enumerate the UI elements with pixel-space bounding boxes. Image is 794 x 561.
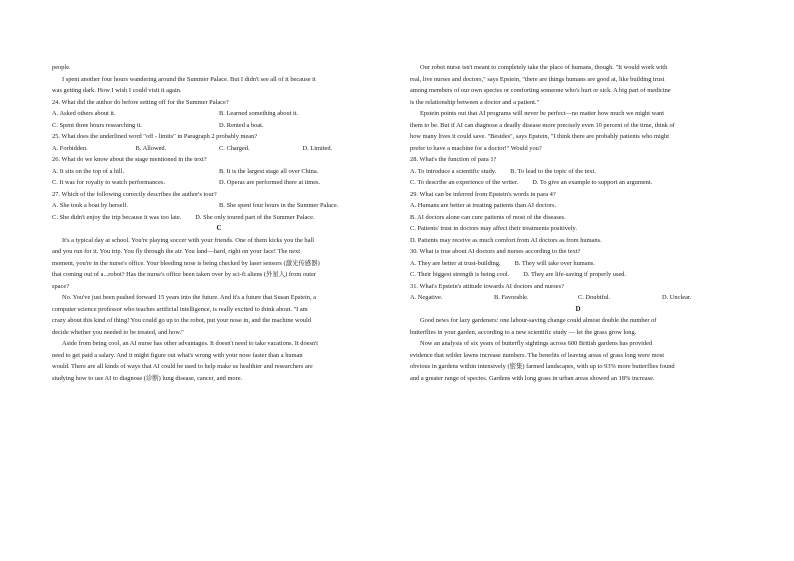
- text-line: is the relationship between a doctor and a patient.": [410, 98, 540, 106]
- answer-option: D. Rented a boat.: [219, 121, 264, 129]
- answer-options: [52, 166, 386, 178]
- answer-option: C. Doubtful.: [578, 294, 611, 301]
- answer-option: C. She didn't enjoy the trip because it was too late.: [52, 213, 182, 221]
- text-line: B. AI doctors alone can cure patients of most of the diseases.: [410, 213, 566, 221]
- text-line: was getting dark. How I wish I could visit it again.: [52, 87, 182, 94]
- text-line: moment, you're in the nurse's office. Your bleeding nose is being checked by laser sensors (激光传感器): [52, 259, 320, 267]
- text-line: No. You've just been pushed forward 15 years into the future. And it's a future that Susan Epstein, a: [62, 294, 316, 301]
- text-line: C. Patients' trust in doctors may affect their treatments positively.: [410, 225, 577, 232]
- text-line: 31. What's Epstein's attitude towards AI doctors and nurses?: [410, 282, 564, 290]
- answer-option: D. She only toured part of the Summer Palace.: [195, 213, 315, 221]
- answer-options: [410, 269, 746, 281]
- answer-option: C. Their biggest strength is being cool.: [410, 271, 510, 278]
- text-line: need to get paid a salary. And it might figure out what's wrong with your nose faster than a human: [52, 351, 303, 359]
- text-line: 26. What do we know about the stage mentioned in the text?: [52, 156, 207, 163]
- answer-options: [410, 258, 746, 270]
- answer-option: A. They are better at trust-building.: [410, 259, 501, 267]
- answer-option: A. To introduce a scientific study.: [410, 167, 497, 175]
- text-line: would. There are all kinds of ways that AI could be used to help make us healthier and researchers are: [52, 363, 313, 370]
- text-line: 27. Which of the following correctly describes the author's tour?: [52, 190, 217, 198]
- right-column: [410, 62, 746, 384]
- text-line: real, live nurses and doctors," says Epstein, "there are things humans are good at, like building trust: [410, 75, 665, 83]
- answer-option: B. To lead to the topic of the text.: [510, 167, 596, 175]
- answer-options: [410, 177, 746, 189]
- answer-option: C. Charged.: [219, 144, 250, 152]
- text-line: that coming out of a...robot? Has the nurse's office been taken over by sci-fi aliens (外星人) from outer: [52, 271, 317, 278]
- answer-option: D. Operas are performed there at times.: [219, 179, 321, 186]
- answer-option: A. She took a boat by herself.: [52, 202, 128, 209]
- answer-options: [410, 166, 746, 178]
- text-line: people.: [52, 64, 71, 71]
- answer-options: [52, 143, 386, 155]
- text-line: It's a typical day at school. You're playing soccer with your friends. One of them kicks you the ball: [62, 236, 315, 244]
- text-line: Epstein points out that AI programs will never be perfect—no matter how much we might want: [420, 110, 665, 117]
- answer-option: A. Negative.: [410, 294, 443, 301]
- answer-option: C. It was for royalty to watch performances.: [52, 179, 166, 186]
- text-line: Now an analysis of six years of butterfly sightings across 600 British gardens has provided: [420, 340, 653, 347]
- text-line: 30. What is true about AI doctors and nurses according to the text?: [410, 248, 581, 255]
- text-line: A. Humans are better at treating patients than AI doctors.: [410, 202, 557, 209]
- answer-option: D. To give an example to support an argument.: [532, 179, 653, 186]
- answer-option: B. It is the largest stage all over China.: [219, 167, 319, 175]
- text-line: 24. What did the author do before setting off for the Summer Palace?: [52, 98, 229, 106]
- answer-option: B. Allowed.: [135, 144, 167, 152]
- text-line: Good news for lazy gardeners: one labour-saving change could almost double the number of: [420, 317, 657, 324]
- text-line: 28. What's the function of para 1?: [410, 156, 497, 163]
- answer-option: A. Asked others about it.: [52, 110, 116, 117]
- text-line: Aside from being cool, an AI nurse has other advantages. It doesn't need to take vacations. It doesn't: [62, 340, 319, 347]
- text-line: and you run for it. You trip. You fly through the air. You land—hard, right on your face! The next: [52, 248, 301, 255]
- text-line: 29. What can be inferred from Epstein's words in para 4?: [410, 190, 556, 198]
- answer-option: B. She spent four hours in the Summer Palace.: [219, 202, 339, 209]
- text-line: evidence that wilder lawns increase numbers. The benefits of leaving areas of grass long were most: [410, 351, 664, 359]
- answer-option: C. To describe an experience of the writer.: [410, 179, 519, 186]
- answer-option: D. Limited.: [302, 144, 333, 152]
- answer-options: [52, 120, 386, 132]
- text-line: 25. What does the underlined word "off - limits" in Paragraph 2 probably mean?: [52, 133, 258, 140]
- answer-options: [52, 212, 386, 224]
- text-line: computer science professor who teaches artificial intelligence, is really excited to think about. "I am: [52, 305, 308, 313]
- answer-options: [52, 200, 386, 212]
- section-heading: D: [575, 304, 581, 313]
- left-column: [52, 62, 386, 384]
- answer-option: C. Spent three hours researching it.: [52, 121, 142, 129]
- text-line: butterflies in your garden, according to a new scientific study — let the grass grow long.: [410, 328, 637, 336]
- answer-option: B. They will take over humans.: [514, 259, 595, 267]
- text-line: Our robot nurse isn't meant to completely take the place of humans, though. "It would work with: [420, 64, 668, 71]
- answer-option: D. Unclear.: [662, 294, 692, 301]
- answer-options: [410, 292, 746, 304]
- answer-option: A. It sits on the top of a hill.: [52, 167, 125, 175]
- text-line: space?: [52, 282, 70, 290]
- text-line: and a greater range of species. Gardens with long grass in urban areas showed an 18% increase.: [410, 374, 655, 382]
- text-line: D. Patients may receive as much comfort from AI doctors as from humans.: [410, 236, 602, 244]
- text-line: studying how to use AI to diagnose (诊断) lung disease, cancer, and more.: [52, 374, 243, 382]
- text-line: decide whether you needed to be treated, and how.": [52, 328, 184, 336]
- text-line: crazy about this kind of thing! You could go up to the robot, put your nose in, and the machine would: [52, 317, 311, 324]
- text-line: among members of our own species or comforting someone who's hurt or sick. A big part of medicine: [410, 87, 671, 94]
- text-line: I spent another four hours wandering around the Summer Palace. But I didn't see all of it because it: [62, 75, 316, 83]
- text-line: them to be. But if AI can diagnose a deadly disease more precisely even 10 percent of the time, think of: [410, 121, 675, 129]
- text-line: prefer to have a machine for a doctor!" Would you?: [410, 144, 542, 152]
- answer-options: [52, 177, 386, 189]
- answer-options: [52, 108, 386, 120]
- text-line: how many lives it could save. "Besides", says Epstein, "I think there are probably patients who might: [410, 133, 669, 140]
- answer-option: A. Forbidden.: [52, 144, 88, 152]
- answer-option: B. Learned something about it.: [219, 110, 299, 117]
- section-heading: C: [216, 224, 222, 232]
- text-line: obvious in gardens within intensively (密集) farmed landscapes, with up to 93% more butterflies found: [410, 363, 675, 370]
- answer-option: D. They are life-saving if properly used.: [523, 271, 627, 278]
- answer-option: B. Favorable.: [494, 294, 529, 301]
